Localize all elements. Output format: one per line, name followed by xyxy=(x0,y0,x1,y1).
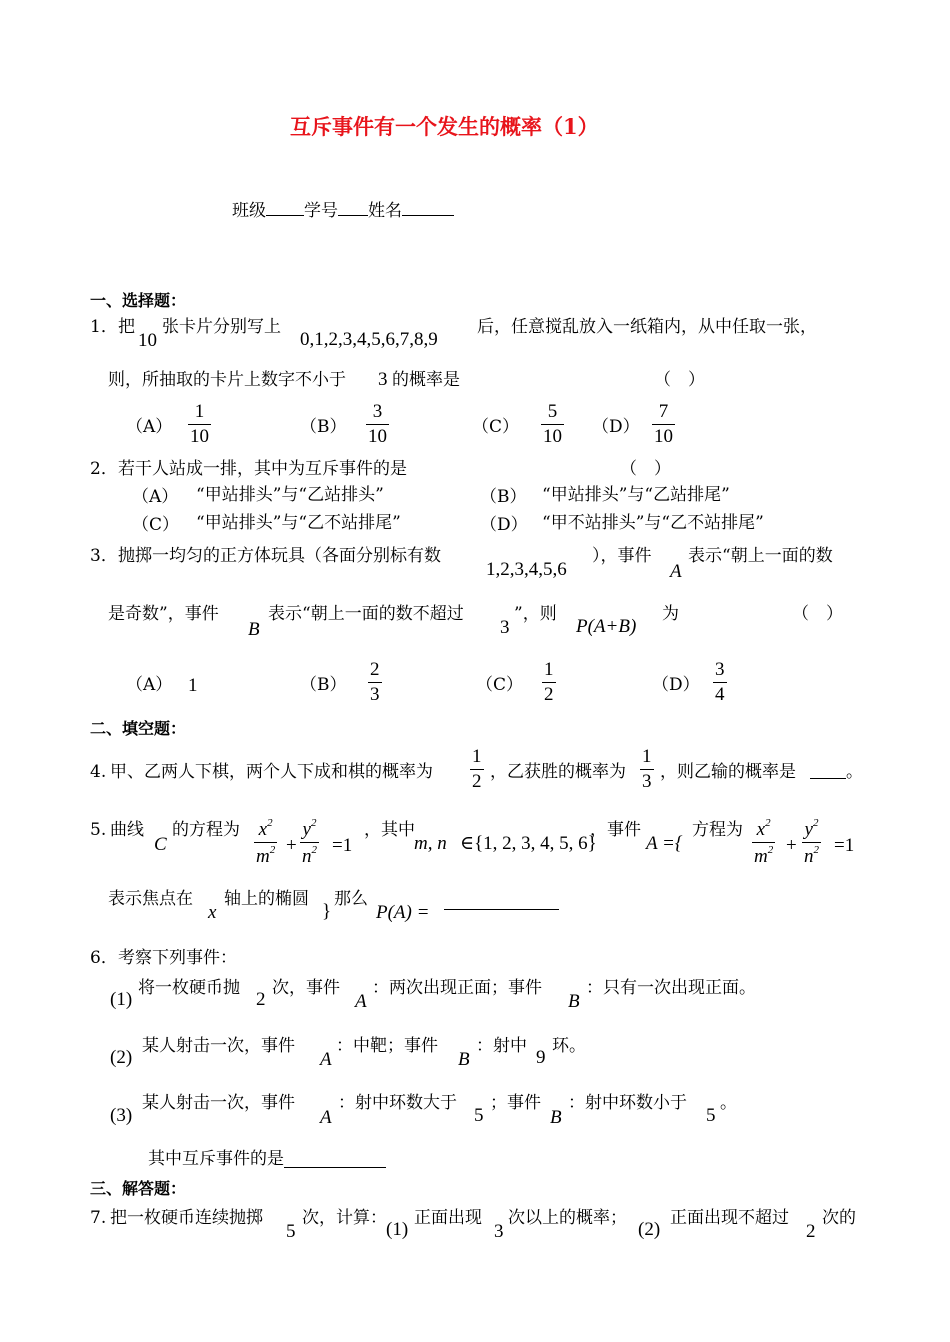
q3-option-d-label: （D） xyxy=(652,675,700,695)
q3-answer-paren: （ ） xyxy=(792,604,843,624)
numerator: 5 xyxy=(547,401,558,422)
q3-text-g: 为 xyxy=(662,604,679,624)
denominator: 10 xyxy=(368,425,387,447)
q2-number: 2． xyxy=(90,459,118,479)
q5-text-a: 曲线 xyxy=(110,820,144,840)
q7-text-e: 正面出现不超过 xyxy=(670,1208,789,1228)
numerator: 1 xyxy=(544,659,554,680)
q6-item3-text-b: ：射中环数大于 xyxy=(338,1093,457,1113)
q1-option-b-label: （B） xyxy=(300,417,347,437)
q4-answer-blank xyxy=(810,760,846,779)
q5-y-fraction-2 xyxy=(802,818,821,867)
q2-option-d-text: “甲不站排头”与“乙不站排尾” xyxy=(542,513,764,533)
q4-text-a: 甲、乙两人下棋，两个人下成和棋的概率为 xyxy=(110,762,433,782)
page-title: 互斥事件有一个发生的概率（1） xyxy=(290,114,599,139)
q7-text-b: 次，计算： xyxy=(302,1208,387,1228)
numerator: $y^2$ xyxy=(302,817,317,840)
denominator: 3 xyxy=(370,683,380,705)
q3-event-a: A xyxy=(670,561,682,582)
q7-text-c: 正面出现 xyxy=(414,1208,482,1228)
q6-item1-text-c: ：两次出现正面；事件 xyxy=(372,978,542,998)
q5-text-e: 方程为 xyxy=(692,820,743,840)
q5-mn: m, n xyxy=(414,833,447,854)
q6-intro: 考察下列事件： xyxy=(118,948,237,968)
denominator: $n^2$ xyxy=(804,843,819,867)
q3-option-c-fraction xyxy=(542,660,556,705)
q5-x-fraction-1 xyxy=(254,818,277,867)
q1-text-c: 后，任意搅乱放入一纸箱内，从中任取一张， xyxy=(477,317,817,337)
q6-item1-text-a: 将一枚硬币抛 xyxy=(138,978,240,998)
q6-item3-text-d: ：射中环数小于 xyxy=(568,1093,687,1113)
q2-text: 若干人站成一排，其中为互斥事件的是 xyxy=(118,459,407,479)
q3-option-b-fraction xyxy=(368,660,382,705)
q1-option-a-fraction xyxy=(188,402,211,447)
q5-equals-1: =1 xyxy=(332,835,353,856)
q6-number: 6． xyxy=(90,948,118,968)
numerator: $x^2$ xyxy=(756,817,771,840)
q3-option-c-label: （C） xyxy=(476,675,524,695)
q5-x-fraction-2 xyxy=(752,818,775,867)
q3-text-d: 是奇数”，事件 xyxy=(108,604,219,624)
q5-text-g: 轴上的椭圆 xyxy=(224,889,309,909)
numerator: $x^2$ xyxy=(258,817,273,840)
q1-option-d-label: （D） xyxy=(592,417,640,437)
q1-text-a: 把 xyxy=(118,317,135,337)
q3-option-a-value: 1 xyxy=(188,675,198,696)
q7-text-a: 把一枚硬币连续抛掷 xyxy=(110,1208,263,1228)
q7-tag-2: (2) xyxy=(638,1219,661,1240)
q4-text-b: ，乙获胜的概率为 xyxy=(490,762,626,782)
q1-text-d: 则，所抽取的卡片上数字不小于 xyxy=(108,370,346,390)
q2-option-a-label: （A） xyxy=(132,487,179,507)
denominator: 10 xyxy=(190,425,209,447)
q6-item1-n: 2 xyxy=(256,989,266,1010)
q6-item1-tag: (1) xyxy=(110,989,133,1010)
q5-answer-line xyxy=(444,909,559,910)
q6-item3-n2: 5 xyxy=(706,1105,716,1126)
q6-item2-tag: (2) xyxy=(110,1047,133,1068)
q2-option-c-text: “甲站排头”与“乙不站排尾” xyxy=(196,513,401,533)
q3-faces: 1,2,3,4,5,6 xyxy=(486,559,567,580)
numerator: 3 xyxy=(715,659,725,680)
q3-option-a-label: （A） xyxy=(126,675,173,695)
class-blank xyxy=(266,215,304,216)
section-solve-heading: 三、解答题： xyxy=(90,1179,187,1198)
q1-option-a-label: （A） xyxy=(126,417,173,437)
q5-equals-2: =1 xyxy=(834,835,855,856)
q6-item3-a: A xyxy=(320,1107,332,1128)
q5-text-d: ，事件 xyxy=(590,820,641,840)
q2-option-c-label: （C） xyxy=(132,515,180,535)
q6-conclusion xyxy=(148,1151,386,1168)
q6-item2-text-c: ：射中 xyxy=(476,1036,527,1056)
denominator: 2 xyxy=(472,770,482,792)
name-blank xyxy=(402,215,454,216)
denominator: 10 xyxy=(654,425,673,447)
q6-item2-text-d: 环。 xyxy=(552,1036,586,1056)
q1-answer-paren: （ ） xyxy=(654,370,705,390)
q6-answer-blank xyxy=(284,1151,386,1168)
denominator: 3 xyxy=(642,770,652,792)
q5-text-b: 的方程为 xyxy=(172,820,240,840)
q6-item1-text-d: ：只有一次出现正面。 xyxy=(586,978,756,998)
q5-text-h: 那么 xyxy=(334,889,368,909)
denominator: $m^2$ xyxy=(754,843,774,867)
numerator: 1 xyxy=(194,401,205,422)
q1-text-e: 的概率是 xyxy=(392,370,460,390)
q6-item2-text-a: 某人射击一次，事件 xyxy=(142,1036,295,1056)
q6-item3-text-e: 。 xyxy=(720,1093,737,1113)
q5-close-brace: } xyxy=(322,901,332,922)
q6-item3-text-c: ；事件 xyxy=(490,1093,541,1113)
q1-text-b: 张卡片分别写上 xyxy=(162,317,281,337)
q1-three: 3 xyxy=(378,369,388,390)
numerator: 1 xyxy=(472,746,482,767)
numerator: 3 xyxy=(372,401,383,422)
q4-period: 。 xyxy=(846,762,863,782)
q6-item3-b: B xyxy=(550,1107,562,1128)
number-label: 学号 xyxy=(304,201,338,221)
class-label: 班级 xyxy=(232,201,266,221)
q1-option-d-fraction xyxy=(652,402,675,447)
q5-set: ∈{1, 2, 3, 4, 5, 6} xyxy=(460,833,597,854)
q6-conclusion-text: 其中互斥事件的是 xyxy=(148,1149,284,1169)
q4-fraction-win xyxy=(640,747,654,792)
q7-two: 2 xyxy=(806,1221,816,1242)
q3-text-c: 表示“朝上一面的数 xyxy=(688,546,833,566)
numerator: 2 xyxy=(370,659,380,680)
denominator: $m^2$ xyxy=(256,843,276,867)
q5-axis-x: x xyxy=(208,902,217,923)
q2-option-d-label: （D） xyxy=(480,515,528,535)
q2-answer-paren: （ ） xyxy=(620,459,671,479)
q5-curve-c: C xyxy=(154,834,167,855)
section-fill-heading: 二、填空题： xyxy=(90,719,187,738)
q7-tag-1: (1) xyxy=(386,1219,409,1240)
q7-number: 7. xyxy=(90,1208,107,1228)
q6-item2-b: B xyxy=(458,1049,470,1070)
numerator: 1 xyxy=(642,746,652,767)
q5-y-fraction-1 xyxy=(300,818,319,867)
q5-number: 5. xyxy=(90,820,107,840)
q1-digits: 0,1,2,3,4,5,6,7,8,9 xyxy=(300,329,438,350)
q3-option-b-label: （B） xyxy=(300,675,347,695)
student-info-header xyxy=(232,203,454,220)
q3-text-f: ”，则 xyxy=(514,604,557,624)
q6-item3-text-a: 某人射击一次，事件 xyxy=(142,1093,295,1113)
numerator: 7 xyxy=(658,401,669,422)
q6-item3-tag: (3) xyxy=(110,1105,133,1126)
denominator: $n^2$ xyxy=(302,843,317,867)
q1-option-c-fraction xyxy=(541,402,564,447)
q6-item1-b: B xyxy=(568,991,580,1012)
q3-text-e: 表示“朝上一面的数不超过 xyxy=(268,604,464,624)
q3-text-b: ），事件 xyxy=(592,546,652,566)
q6-item2-a: A xyxy=(320,1049,332,1070)
q6-item1-a: A xyxy=(355,991,367,1012)
q6-item1-text-b: 次，事件 xyxy=(272,978,340,998)
denominator: 10 xyxy=(543,425,562,447)
numerator: $y^2$ xyxy=(804,817,819,840)
q3-event-b: B xyxy=(248,619,260,640)
q5-plus-2: + xyxy=(786,835,797,856)
q3-expression: P(A+B) xyxy=(576,616,637,637)
q6-item2-text-b: ：中靶；事件 xyxy=(336,1036,438,1056)
q1-ten: 10 xyxy=(138,330,157,351)
q2-option-b-label: （B） xyxy=(480,487,527,507)
q7-text-f: 次的 xyxy=(822,1208,856,1228)
number-blank xyxy=(338,215,368,216)
q3-option-d-fraction xyxy=(713,660,727,705)
q6-item2-n: 9 xyxy=(536,1047,546,1068)
q3-three: 3 xyxy=(500,617,510,638)
q2-option-a-text: “甲站排头”与“乙站排头” xyxy=(196,485,384,505)
q7-text-d: 次以上的概率； xyxy=(508,1208,627,1228)
denominator: 4 xyxy=(715,683,725,705)
q4-text-c: ，则乙输的概率是 xyxy=(660,762,796,782)
q4-fraction-draw xyxy=(470,747,484,792)
section-choice-heading: 一、选择题： xyxy=(90,291,187,310)
q7-five: 5 xyxy=(286,1221,296,1242)
q3-number: 3． xyxy=(90,546,118,566)
q5-text-f: 表示焦点在 xyxy=(108,889,193,909)
q4-number: 4. xyxy=(90,762,107,782)
q2-option-b-text: “甲站排头”与“乙站排尾” xyxy=(542,485,730,505)
q5-text-c: ，其中 xyxy=(364,820,415,840)
q1-option-b-fraction xyxy=(366,402,389,447)
name-label: 姓名 xyxy=(368,201,402,221)
q5-event-a: A ={ xyxy=(646,833,683,854)
q1-number: 1． xyxy=(90,317,118,337)
q5-plus-1: + xyxy=(286,835,297,856)
q3-text-a: 抛掷一均匀的正方体玩具（各面分别标有数 xyxy=(118,546,441,566)
q5-pa: P(A) = xyxy=(376,902,430,923)
q7-three: 3 xyxy=(494,1221,504,1242)
q6-item3-n1: 5 xyxy=(474,1105,484,1126)
q1-option-c-label: （C） xyxy=(472,417,520,437)
denominator: 2 xyxy=(544,683,554,705)
